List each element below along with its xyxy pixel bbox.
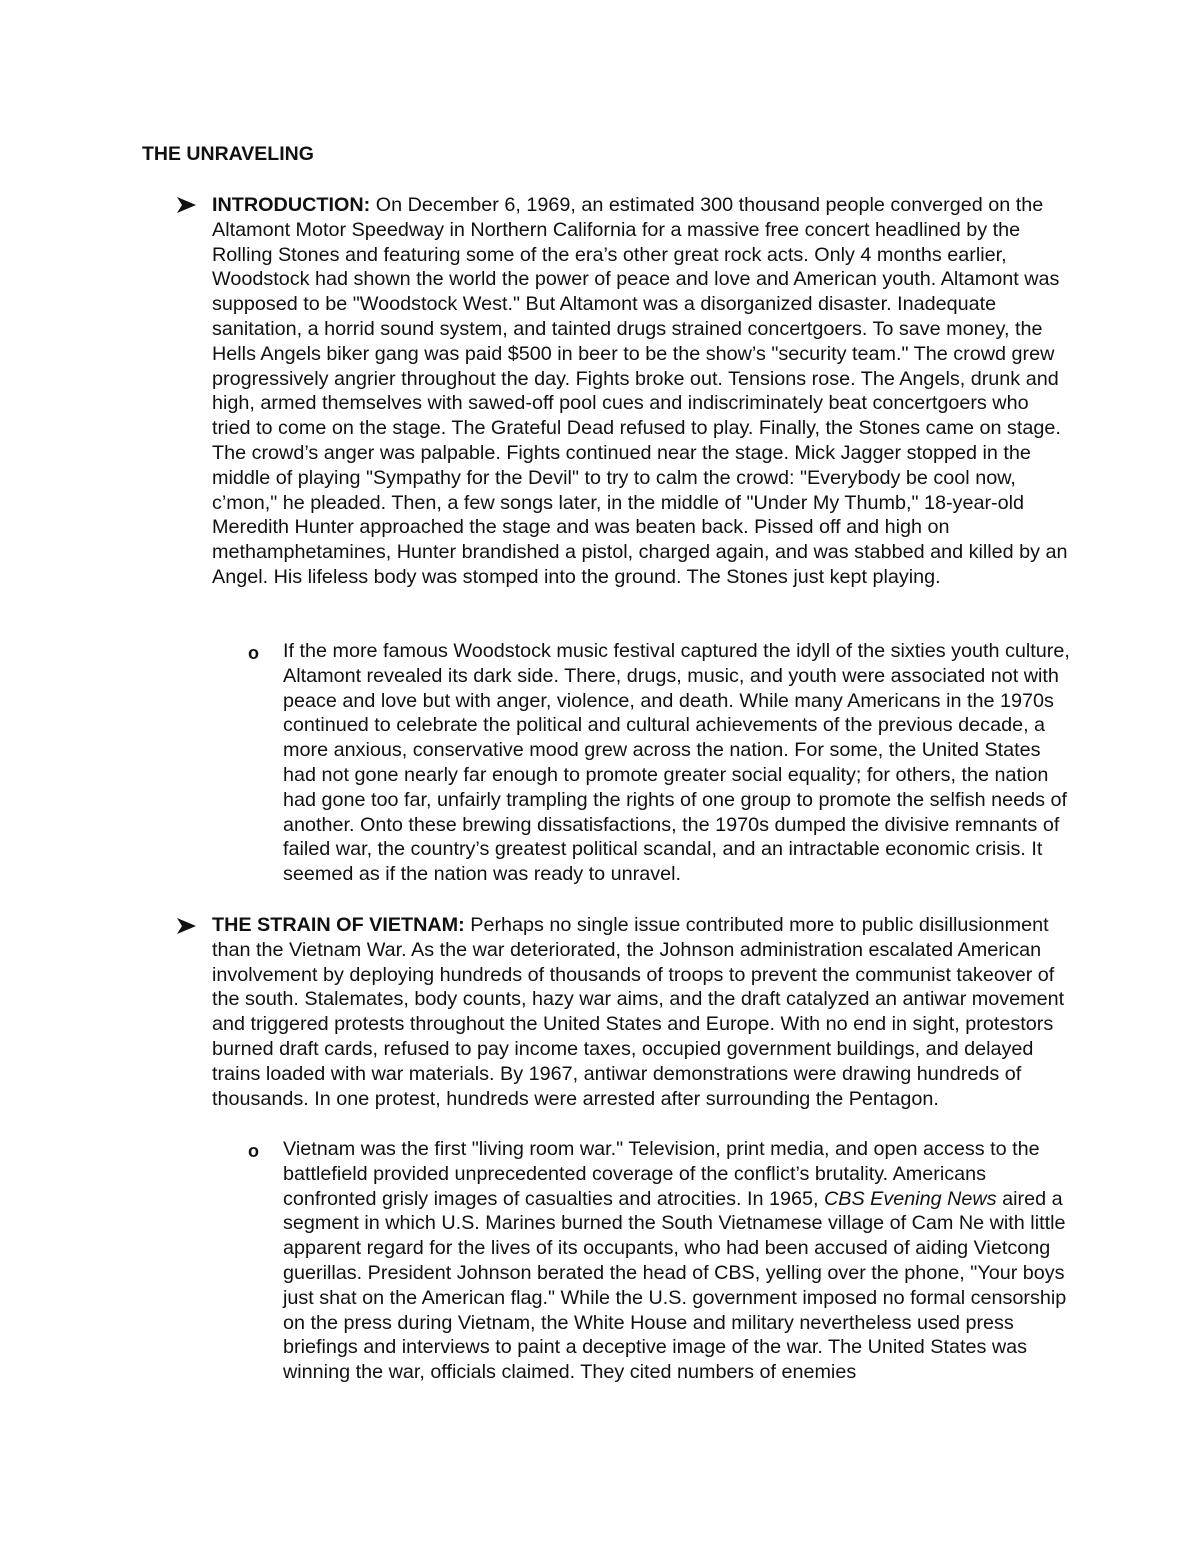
vietnam-body: Perhaps no single issue contributed more to public disillusionment than the Vietnam War. As the war deteriorated, the Johnson administration escalated American involvement by deploying hundreds of thousands of troops to prevent the communist takeover of the south. Stalemates, body counts, hazy war aims, and the draft catalyzed an antiwar movement and triggered protests throughout the United States and Europe. With no end in sight, protestors burned draft cards, refused to pay income taxes, occupied government buildings, and delayed trains loaded with war materials. By 1967, antiwar demonstrations were drawing hundreds of thousands. In one protest, hundreds were arrested after surrounding the Pentagon. [212, 914, 1065, 1110]
living-room-war-text-2: aired a segment in which U.S. Marines burned the South Vietnamese village of Cam Ne with little apparent regard for the lives of its occupants, who had been accused of aiding Vietcong guerillas. President Johnson berated the head of CBS, yelling over the phone, "Your boys just shat on the American flag." While the U.S. government imposed no formal censorship on the press during Vietnam, the White House and military nevertheless used press briefings and interviews to paint a deceptive image of the war. The United States was winning the war, officials claimed. They cited numbers of enemies [283, 1187, 1067, 1384]
sub-bullet-marker: o [248, 643, 259, 663]
vietnam-heading: THE STRAIN OF VIETNAM: [212, 914, 465, 936]
cbs-evening-news-title: CBS Evening News [823, 1187, 997, 1210]
living-room-war-subpoint [283, 1137, 1073, 1385]
living-room-war-text-1: Vietnam was the first "living room war." Television, print media, and open access to the battlefield provided unprecedented coverage of the conflict’s brutality. Americans confronted grisly images of casualties and atrocities. In 1965, [283, 1138, 1040, 1210]
sub-bullet-marker: o [248, 1141, 259, 1161]
arrowhead-bullet-icon [175, 917, 199, 935]
altamont-subpoint: If the more famous Woodstock music festival captured the idyll of the sixties youth culture, Altamont revealed its dark side. There, drugs, music, and youth were associated not with peace and love but with anger, violence, and death. While many Americans in the 1970s continued to celebrate the political and cultural achievements of the previous decade, a more anxious, conservative mood grew across the nation. For some, the United States had not gone nearly far enough to promote greater social equality; for others, the nation had gone too far, unfairly trampling the rights of one group to promote the selfish needs of another. Onto these brewing dissatisfactions, the 1970s dumped the divisive remnants of failed war, the country’s greatest political scandal, and an intractable economic crisis. It seemed as if the nation was ready to unravel. [283, 640, 1070, 886]
arrowhead-bullet-icon [175, 196, 199, 214]
introduction-paragraph [212, 193, 1070, 590]
vietnam-paragraph [212, 913, 1070, 1111]
introduction-heading: INTRODUCTION: [212, 194, 371, 216]
page-title: THE UNRAVELING [142, 143, 314, 165]
introduction-body: On December 6, 1969, an estimated 300 thousand people converged on the Altamont Motor Speedway in Northern California for a massive free concert headlined by the Rolling Stones and featuring some of the era’s other great rock acts. Only 4 months earlier, Woodstock had shown the world the power of peace and love and American youth. Altamont was supposed to be "Woodstock West." But Altamont was a disorganized disaster. Inadequate sanitation, a horrid sound system, and tainted drugs strained concertgoers. To save money, the Hells Angels biker gang was paid $500 in beer to be the show’s "security team." The crowd grew progressively angrier throughout the day. Fights broke out. Tensions rose. The Angels, drunk and high, armed themselves with sawed-off pool cues and indiscriminately beat concertgoers who tried to come on the stage. The Grateful Dead refused to play. Finally, the Stones came on stage. The crowd’s anger was palpable. Fights continued near the stage. Mick Jagger stopped in the middle of playing "Sympathy for the Devil" to try to calm the crowd: "Everybody be cool now, c’mon," he pleaded. Then, a few songs later, in the middle of "Under My Thumb," 18-year-old Meredith Hunter approached the stage and was beaten back. Pissed off and high on methamphetamines, Hunter brandished a pistol, charged again, and was stabbed and killed by an Angel. His lifeless body was stomped into the ground. The Stones just kept playing. [212, 194, 1068, 588]
